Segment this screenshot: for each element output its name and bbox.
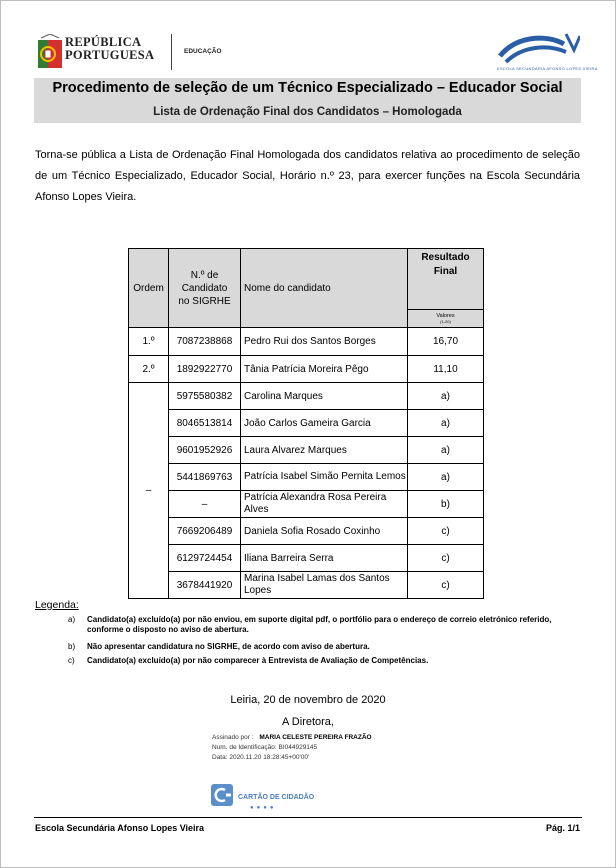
gov-line-1: REPÚBLICA: [65, 35, 142, 49]
row-name: João Carlos Gameira Garcia: [241, 410, 408, 437]
government-name: [65, 36, 154, 62]
row-number: 8046513814: [169, 410, 241, 437]
header-order: Ordem: [129, 249, 169, 328]
page-title: Procedimento de seleção de um Técnico Especializado – Educador Social: [52, 80, 563, 96]
row-result: 11,10: [408, 356, 484, 383]
footer-page: Pág. 1/1: [545, 823, 580, 833]
header-number-text: N.º de Candidato no SIGRHE: [178, 269, 231, 307]
table-row: [129, 437, 484, 464]
ranking-table: [128, 248, 484, 599]
row-number: 9601952926: [169, 437, 241, 464]
row-name: Iliana Barreira Serra: [241, 545, 408, 572]
table-row: [129, 545, 484, 572]
intro-paragraph: Torna-se pública a Lista de Ordenação Final Homologada dos candidatos relativa ao procedimento de seleção de um Técnico Especializado, Educador Social, Horário n.º 23, para exercer funções na Escola Secundária Afonso Lopes Vieira.: [35, 149, 580, 203]
school-logo-caption: ESCOLA SECUNDÁRIA AFONSO LOPES VIEIRA: [497, 66, 598, 71]
header-values: [408, 310, 484, 328]
citizen-card-dots-icon: ●●●●: [250, 805, 277, 811]
row-name: Tânia Patrícia Moreira Pêgo: [241, 356, 408, 383]
signature-id: Num. de Identificação: BI044929145: [212, 744, 318, 751]
row-result: 16,70: [408, 328, 484, 356]
header-divider: [171, 34, 172, 70]
row-name: Patrícia Isabel Simão Pernita Lemos: [241, 464, 408, 491]
page-subtitle: Lista de Ordenação Final dos Candidatos – Homologada: [153, 106, 462, 118]
row-name: Patrícia Alexandra Rosa Pereira Alves: [241, 491, 408, 518]
row-name: Pedro Rui dos Santos Borges: [241, 328, 408, 356]
signed-by-line: [212, 733, 372, 743]
citizen-card-label: CARTÃO DE CIDADÃO: [238, 794, 315, 801]
row-result: a): [408, 464, 484, 491]
excluded-order: –: [129, 383, 169, 599]
row-number: 5441869763: [169, 464, 241, 491]
row-result: a): [408, 410, 484, 437]
header-name: Nome do candidato: [241, 249, 408, 328]
row-result: c): [408, 518, 484, 545]
signed-by-name: MARIA CELESTE PEREIRA FRAZÃO: [259, 734, 372, 741]
row-result: b): [408, 491, 484, 518]
row-number: 1892922770: [169, 356, 241, 383]
signer-role: A Diretora,: [282, 716, 334, 728]
digital-signature: [212, 733, 372, 763]
table-row: [129, 464, 484, 491]
row-name: Marina Isabel Lamas dos Santos Lopes: [241, 572, 408, 599]
school-logo-icon: [496, 30, 580, 66]
row-result: a): [408, 437, 484, 464]
signature-date: Data: 2020.11.20 18:28:45+00'00': [212, 754, 310, 761]
row-number: –: [169, 491, 241, 518]
row-number: 7669206489: [169, 518, 241, 545]
row-name: Laura Alvarez Marques: [241, 437, 408, 464]
row-number: 5975580382: [169, 383, 241, 410]
row-number: 3678441920: [169, 572, 241, 599]
header-result: [408, 249, 484, 310]
table-row: [129, 410, 484, 437]
header-values-label: Valores: [436, 312, 455, 319]
legend-text: Candidato(a) excluído(a) por não enviou, em suporte digital pdf, o portfólio para o endereço de correio eletrónico referido, conforme o disposto no aviso de abertura.: [87, 615, 552, 634]
table-row: [129, 518, 484, 545]
header-number: [169, 249, 241, 328]
ministry-label: EDUCAÇÃO: [184, 48, 222, 55]
table-row: [129, 356, 484, 383]
table-row: [129, 383, 484, 410]
row-name: Daniela Sofia Rosado Coxinho: [241, 518, 408, 545]
legend-key: b): [68, 642, 76, 651]
header-values-range: (1-20): [440, 318, 451, 324]
row-order: 1.º: [129, 328, 169, 356]
legend-key: c): [68, 656, 75, 665]
row-result: a): [408, 383, 484, 410]
row-result: c): [408, 572, 484, 599]
header-result-text: Resultado Final: [421, 252, 470, 277]
legend-text: Não apresentar candidatura no SIGRHE, de acordo com aviso de abertura.: [87, 642, 370, 651]
table-row: [129, 328, 484, 356]
table-row: [129, 491, 484, 518]
signed-by-label: Assinado por :: [212, 734, 254, 741]
citizen-card-glyph-icon: [211, 784, 233, 806]
row-result: c): [408, 545, 484, 572]
table-row: [129, 572, 484, 599]
portugal-emblem-icon: [37, 34, 63, 70]
citizen-card-icon: [211, 784, 233, 806]
footer-school: Escola Secundária Afonso Lopes Vieira: [35, 823, 205, 833]
legend-text: Candidato(a) excluído(a) por não comparecer à Entrevista de Avaliação de Competências.: [87, 656, 429, 665]
gov-line-2: PORTUGUESA: [65, 48, 155, 62]
table-header-row: [129, 249, 484, 310]
footer-divider: [34, 817, 582, 818]
row-name: Carolina Marques: [241, 383, 408, 410]
city-date: Leiria, 20 de novembro de 2020: [230, 694, 386, 706]
legend-key: a): [68, 615, 76, 624]
legend-title: Legenda:: [35, 599, 79, 611]
row-number: 6129724454: [169, 545, 241, 572]
row-order: 2.º: [129, 356, 169, 383]
row-number: 7087238868: [169, 328, 241, 356]
